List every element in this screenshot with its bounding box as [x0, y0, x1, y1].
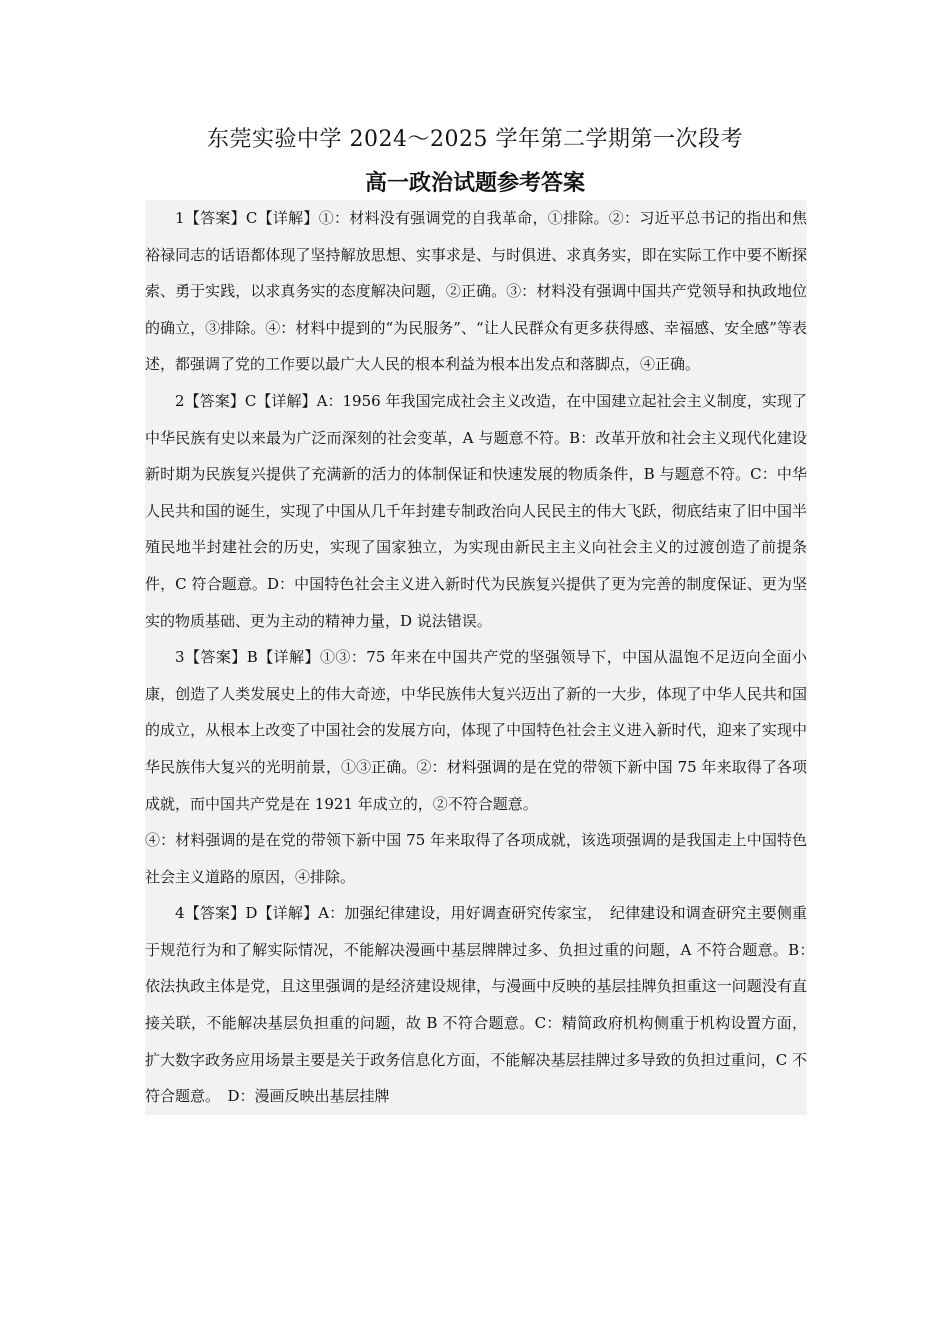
page-subtitle: 高一政治试题参考答案	[364, 171, 585, 196]
answer-paragraph-1: 1【答案】C【详解】①：材料没有强调党的自我革命，①排除。②：习近平总书记的指出和焦裕禄同志的话语都体现了坚持解放思想、实事求是、与时俱进、求真务实，即在实际工作中要不断探索、勇于实践，以求真务实的态度解决问题，②正确。③：材料没有强调中国共产党领导和执政地位的确立，③排除。④：材料中提到的“为民服务”、“让人民群众有更多获得感、幸福感、安全感”等表述，都强调了党的工作要以最广大人民的根本利益为根本出发点和落脚点，④正确。	[145, 209, 807, 374]
answer-content	[145, 200, 823, 1115]
answer-paragraph-3: 3【答案】B【详解】①③：75 年来在中国共产党的坚强领导下，中国从温饱不足迈向全面小康，创造了人类发展史上的伟大奇迹，中华民族伟大复兴迈出了新的一大步，体现了中华人民共和国的成立，从根本上改变了中国社会的发展方向，体现了中国特色社会主义进入新时代，迎来了实现中华民族伟大复兴的光明前景，①③正确。②：材料强调的是在党的带领下新中国 75 年来取得了各项成就，而中国共产党是在 1921 年成立的，②不符合题意。	[145, 648, 807, 813]
answer-paragraph-3-continued: ④：材料强调的是在党的带领下新中国 75 年来取得了各项成就，该选项强调的是我国走上中国特色社会主义道路的原因，④排除。	[145, 831, 807, 886]
answer-paragraph-2: 2【答案】C【详解】A：1956 年我国完成社会主义改造，在中国建立起社会主义制度，实现了中华民族有史以来最为广泛而深刻的社会变革，A 与题意不符。B：改革开放和社会主义现代化建设新时期为民族复兴提供了充满新的活力的体制保证和快速发展的物质条件，B 与题意不符。C：中华人民共和国的诞生，实现了中国从几千年封建专制政治向人民民主的伟大飞跃，彻底结束了旧中国半殖民地半封建社会的历史，实现了国家独立，为实现由新民主主义向社会主义的过渡创造了前提条件，C 符合题意。D：中国特色社会主义进入新时代为民族复兴提供了更为完善的制度保证、更为坚实的物质基础、更为主动的精神力量，D 说法错误。	[145, 391, 807, 630]
page-title: 东莞实验中学 2024～2025 学年第二学期第一次段考	[207, 127, 743, 152]
answer-paragraph-4: 4【答案】D【详解】A：加强纪律建设，用好调查研究传家宝， 纪律建设和调查研究主要侧重于规范行为和了解实际情况，不能解决漫画中基层牌牌过多、负担过重的问题，A 不符合题意。B： 依法执政主体是党，且这里强调的是经济建设规律，与漫画中反映的基层挂牌负担重这一问题没有直接关联，不能解决基层负担重的问题，故 B 不符合题意。C：精简政府机构侧重于机构设置方面，扩大数字政务应用场景主要是关于政务信息化方面，不能解决基层挂牌过多导致的负担过重问，C 不符合题意。 D：漫画反映出基层挂牌	[145, 904, 823, 1106]
